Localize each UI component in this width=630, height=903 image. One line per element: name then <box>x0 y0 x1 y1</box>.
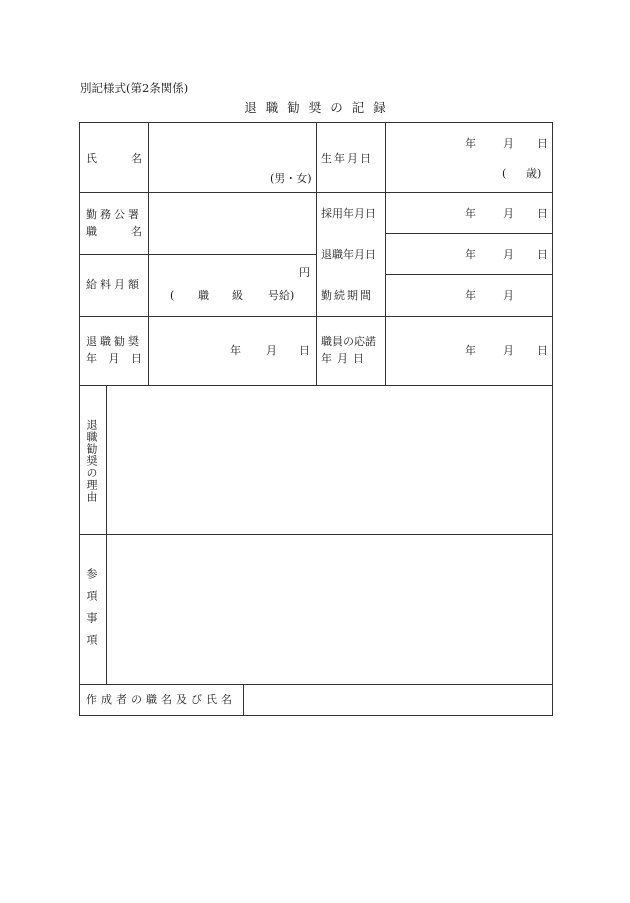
recommend-month-unit: 月 <box>266 344 277 357</box>
recommend-year-unit: 年 <box>230 344 241 357</box>
rule-mid-col <box>316 123 317 385</box>
service-month-unit: 月 <box>503 289 514 302</box>
form-title: 退職勧奨の記録 <box>244 100 395 115</box>
age-open: ( <box>502 167 507 180</box>
service-period-label: 勤続期間 <box>321 289 373 302</box>
recommend-date-label-2 <box>86 352 142 365</box>
retirement-record-form <box>79 122 553 716</box>
notes-label: 参項事項 <box>85 568 98 656</box>
salary-yen-unit: 円 <box>299 266 310 279</box>
recommend-date-label: 退職勧奨 <box>86 335 142 348</box>
author-label: 作成者の職名及び氏名 <box>86 693 236 706</box>
hire-month-unit: 月 <box>503 207 514 220</box>
age-unit: 歳) <box>526 167 542 180</box>
salary-number: 号給) <box>268 289 295 302</box>
rule-retire-service <box>385 274 552 275</box>
birth-month-unit: 月 <box>503 137 514 150</box>
label-char: 名 <box>131 152 142 165</box>
hire-day-unit: 日 <box>537 207 548 220</box>
consent-date-label: 年月日 <box>321 352 369 365</box>
position-label <box>86 225 142 238</box>
recommend-day-unit: 日 <box>299 344 310 357</box>
name-label <box>86 152 142 165</box>
rule-row-notes <box>80 684 552 685</box>
salary-grade: 職 <box>198 289 209 302</box>
rule-label-col <box>148 123 149 385</box>
reason-label: 退職勧奨の理由 <box>85 419 98 503</box>
rule-hire-retire <box>385 233 552 234</box>
form-caption: 別記様式(第2条関係) <box>80 81 189 95</box>
retire-day-unit: 日 <box>537 248 548 261</box>
gender-note: (男・女) <box>270 172 312 185</box>
birth-year-unit: 年 <box>465 137 476 150</box>
birth-day-unit: 日 <box>537 137 548 150</box>
salary-label: 給料月額 <box>86 278 142 291</box>
rule-vertical-label-col <box>106 385 107 684</box>
retire-year-unit: 年 <box>465 248 476 261</box>
service-year-unit: 年 <box>465 289 476 302</box>
office-label: 勤務公署 <box>86 208 142 221</box>
rule-row-reason <box>80 534 552 535</box>
rule-right-label-col <box>385 123 386 385</box>
label-char: 年 <box>86 352 97 365</box>
rule-office-salary <box>80 254 317 255</box>
rule-author-col <box>243 684 244 715</box>
rule-row-recommend <box>80 385 552 386</box>
consent-day-unit: 日 <box>537 344 548 357</box>
hire-date-label: 採用年月日 <box>321 207 376 220</box>
hire-year-unit: 年 <box>465 207 476 220</box>
consent-label: 職員の応諾 <box>321 335 376 348</box>
salary-open: ( <box>170 289 175 302</box>
label-char: 氏 <box>86 152 97 165</box>
label-char: 日 <box>131 352 142 365</box>
label-char: 月 <box>108 352 120 365</box>
birth-date-label: 生年月日 <box>321 152 373 165</box>
retire-date-label: 退職年月日 <box>321 248 376 261</box>
salary-class: 級 <box>232 289 243 302</box>
label-char: 名 <box>131 225 142 238</box>
consent-year-unit: 年 <box>465 344 476 357</box>
label-char: 職 <box>86 225 97 238</box>
retire-month-unit: 月 <box>503 248 514 261</box>
consent-month-unit: 月 <box>503 344 514 357</box>
